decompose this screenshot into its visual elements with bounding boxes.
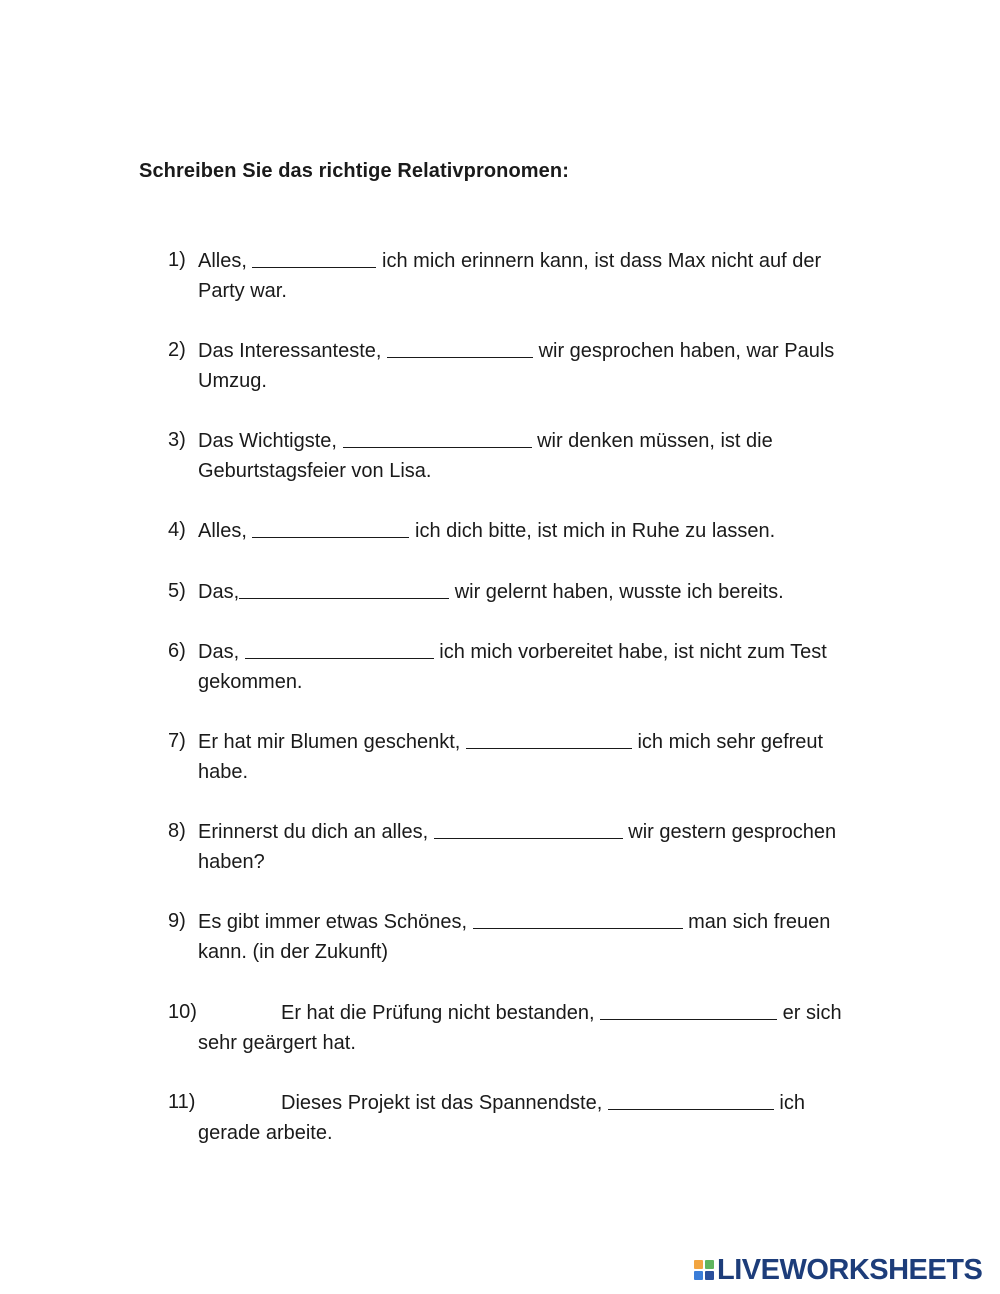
answer-blank-11[interactable] [608, 1088, 774, 1110]
item-text-after: ich mich sehr gefreut habe. [198, 731, 824, 783]
item-text-after: ich dich bitte, ist mich in Ruhe zu lassen. [415, 520, 776, 542]
item-text-before: Er hat mir Blumen geschenkt, [198, 731, 461, 753]
item-number: 1) [168, 249, 186, 271]
item-number: 5) [168, 580, 186, 602]
item-text-after: wir gesprochen haben, war Pauls Umzug. [198, 340, 835, 392]
item-number: 10) [168, 1001, 197, 1023]
exercise-item-7 [168, 726, 858, 787]
item-number: 8) [168, 820, 186, 842]
item-text-before: Alles, [198, 520, 247, 542]
exercise-item-4 [168, 515, 858, 546]
item-text [168, 425, 858, 486]
item-text [168, 245, 858, 306]
logo-wordmark: LIVEWORKSHEETS [717, 1253, 983, 1286]
answer-blank-5[interactable] [239, 577, 449, 599]
item-text-before: Er hat die Prüfung nicht bestanden, [281, 1002, 595, 1024]
item-text [168, 636, 858, 697]
item-text-after: er sich sehr geärgert hat. [198, 1002, 842, 1054]
exercise-item-2 [168, 335, 858, 396]
item-text-after: wir gelernt haben, wusste ich bereits. [454, 581, 784, 603]
logo-mark-tile [694, 1260, 703, 1269]
answer-blank-1[interactable] [252, 246, 376, 268]
exercise-item-5 [168, 576, 858, 607]
answer-blank-10[interactable] [600, 998, 777, 1020]
item-text-after: ich mich vorbereitet habe, ist nicht zum Test gekommen. [198, 641, 827, 693]
item-number: 6) [168, 640, 186, 662]
item-text-before: Es gibt immer etwas Schönes, [198, 911, 467, 933]
item-text [168, 576, 858, 607]
logo-mark-tile [694, 1271, 703, 1280]
answer-blank-7[interactable] [466, 727, 632, 749]
item-text-before: Das Interessanteste, [198, 340, 382, 362]
item-text-after: ich gerade arbeite. [198, 1092, 805, 1144]
exercise-item-3 [168, 425, 858, 486]
answer-blank-2[interactable] [387, 336, 533, 358]
exercise-item-1 [168, 245, 858, 306]
exercise-item-10 [168, 997, 858, 1058]
item-text-before: Das, [198, 641, 240, 663]
logo-mark-tile [705, 1260, 714, 1269]
item-text [168, 906, 858, 967]
item-text [168, 997, 858, 1058]
logo-mark-tile [705, 1271, 714, 1280]
item-text-after: wir gestern gesprochen haben? [198, 821, 837, 873]
exercise-item-9 [168, 906, 858, 967]
item-number: 2) [168, 339, 186, 361]
item-text-before: Erinnerst du dich an alles, [198, 821, 429, 843]
exercise-item-6 [168, 636, 858, 697]
item-text [168, 515, 858, 546]
liveworksheets-logo-icon [694, 1260, 714, 1280]
item-text-before: Das, [198, 581, 240, 603]
item-text-before: Das Wichtigste, [198, 430, 337, 452]
item-text [168, 726, 858, 787]
item-text [168, 816, 858, 877]
exercise-item-11 [168, 1087, 858, 1148]
answer-blank-6[interactable] [245, 637, 434, 659]
answer-blank-3[interactable] [343, 426, 532, 448]
answer-blank-8[interactable] [434, 817, 623, 839]
liveworksheets-logo [694, 1255, 982, 1285]
item-number: 4) [168, 519, 186, 541]
item-text-after: wir denken müssen, ist die Geburtstagsfeier von Lisa. [198, 430, 773, 482]
exercise-item-8 [168, 816, 858, 877]
item-number: 11) [168, 1091, 196, 1113]
answer-blank-4[interactable] [252, 516, 409, 538]
item-number: 7) [168, 730, 186, 752]
item-text-after: ich mich erinnern kann, ist dass Max nicht auf der Party war. [198, 250, 822, 302]
answer-blank-9[interactable] [473, 907, 683, 929]
item-number: 3) [168, 429, 186, 451]
item-text-after: man sich freuen kann. (in der Zukunft) [198, 911, 831, 963]
item-number: 9) [168, 910, 186, 932]
item-text [168, 1087, 858, 1148]
item-text [168, 335, 858, 396]
item-text-before: Alles, [198, 250, 247, 272]
worksheet-title: Schreiben Sie das richtige Relativpronomen: [139, 160, 569, 182]
item-text-before: Dieses Projekt ist das Spannendste, [281, 1092, 603, 1114]
